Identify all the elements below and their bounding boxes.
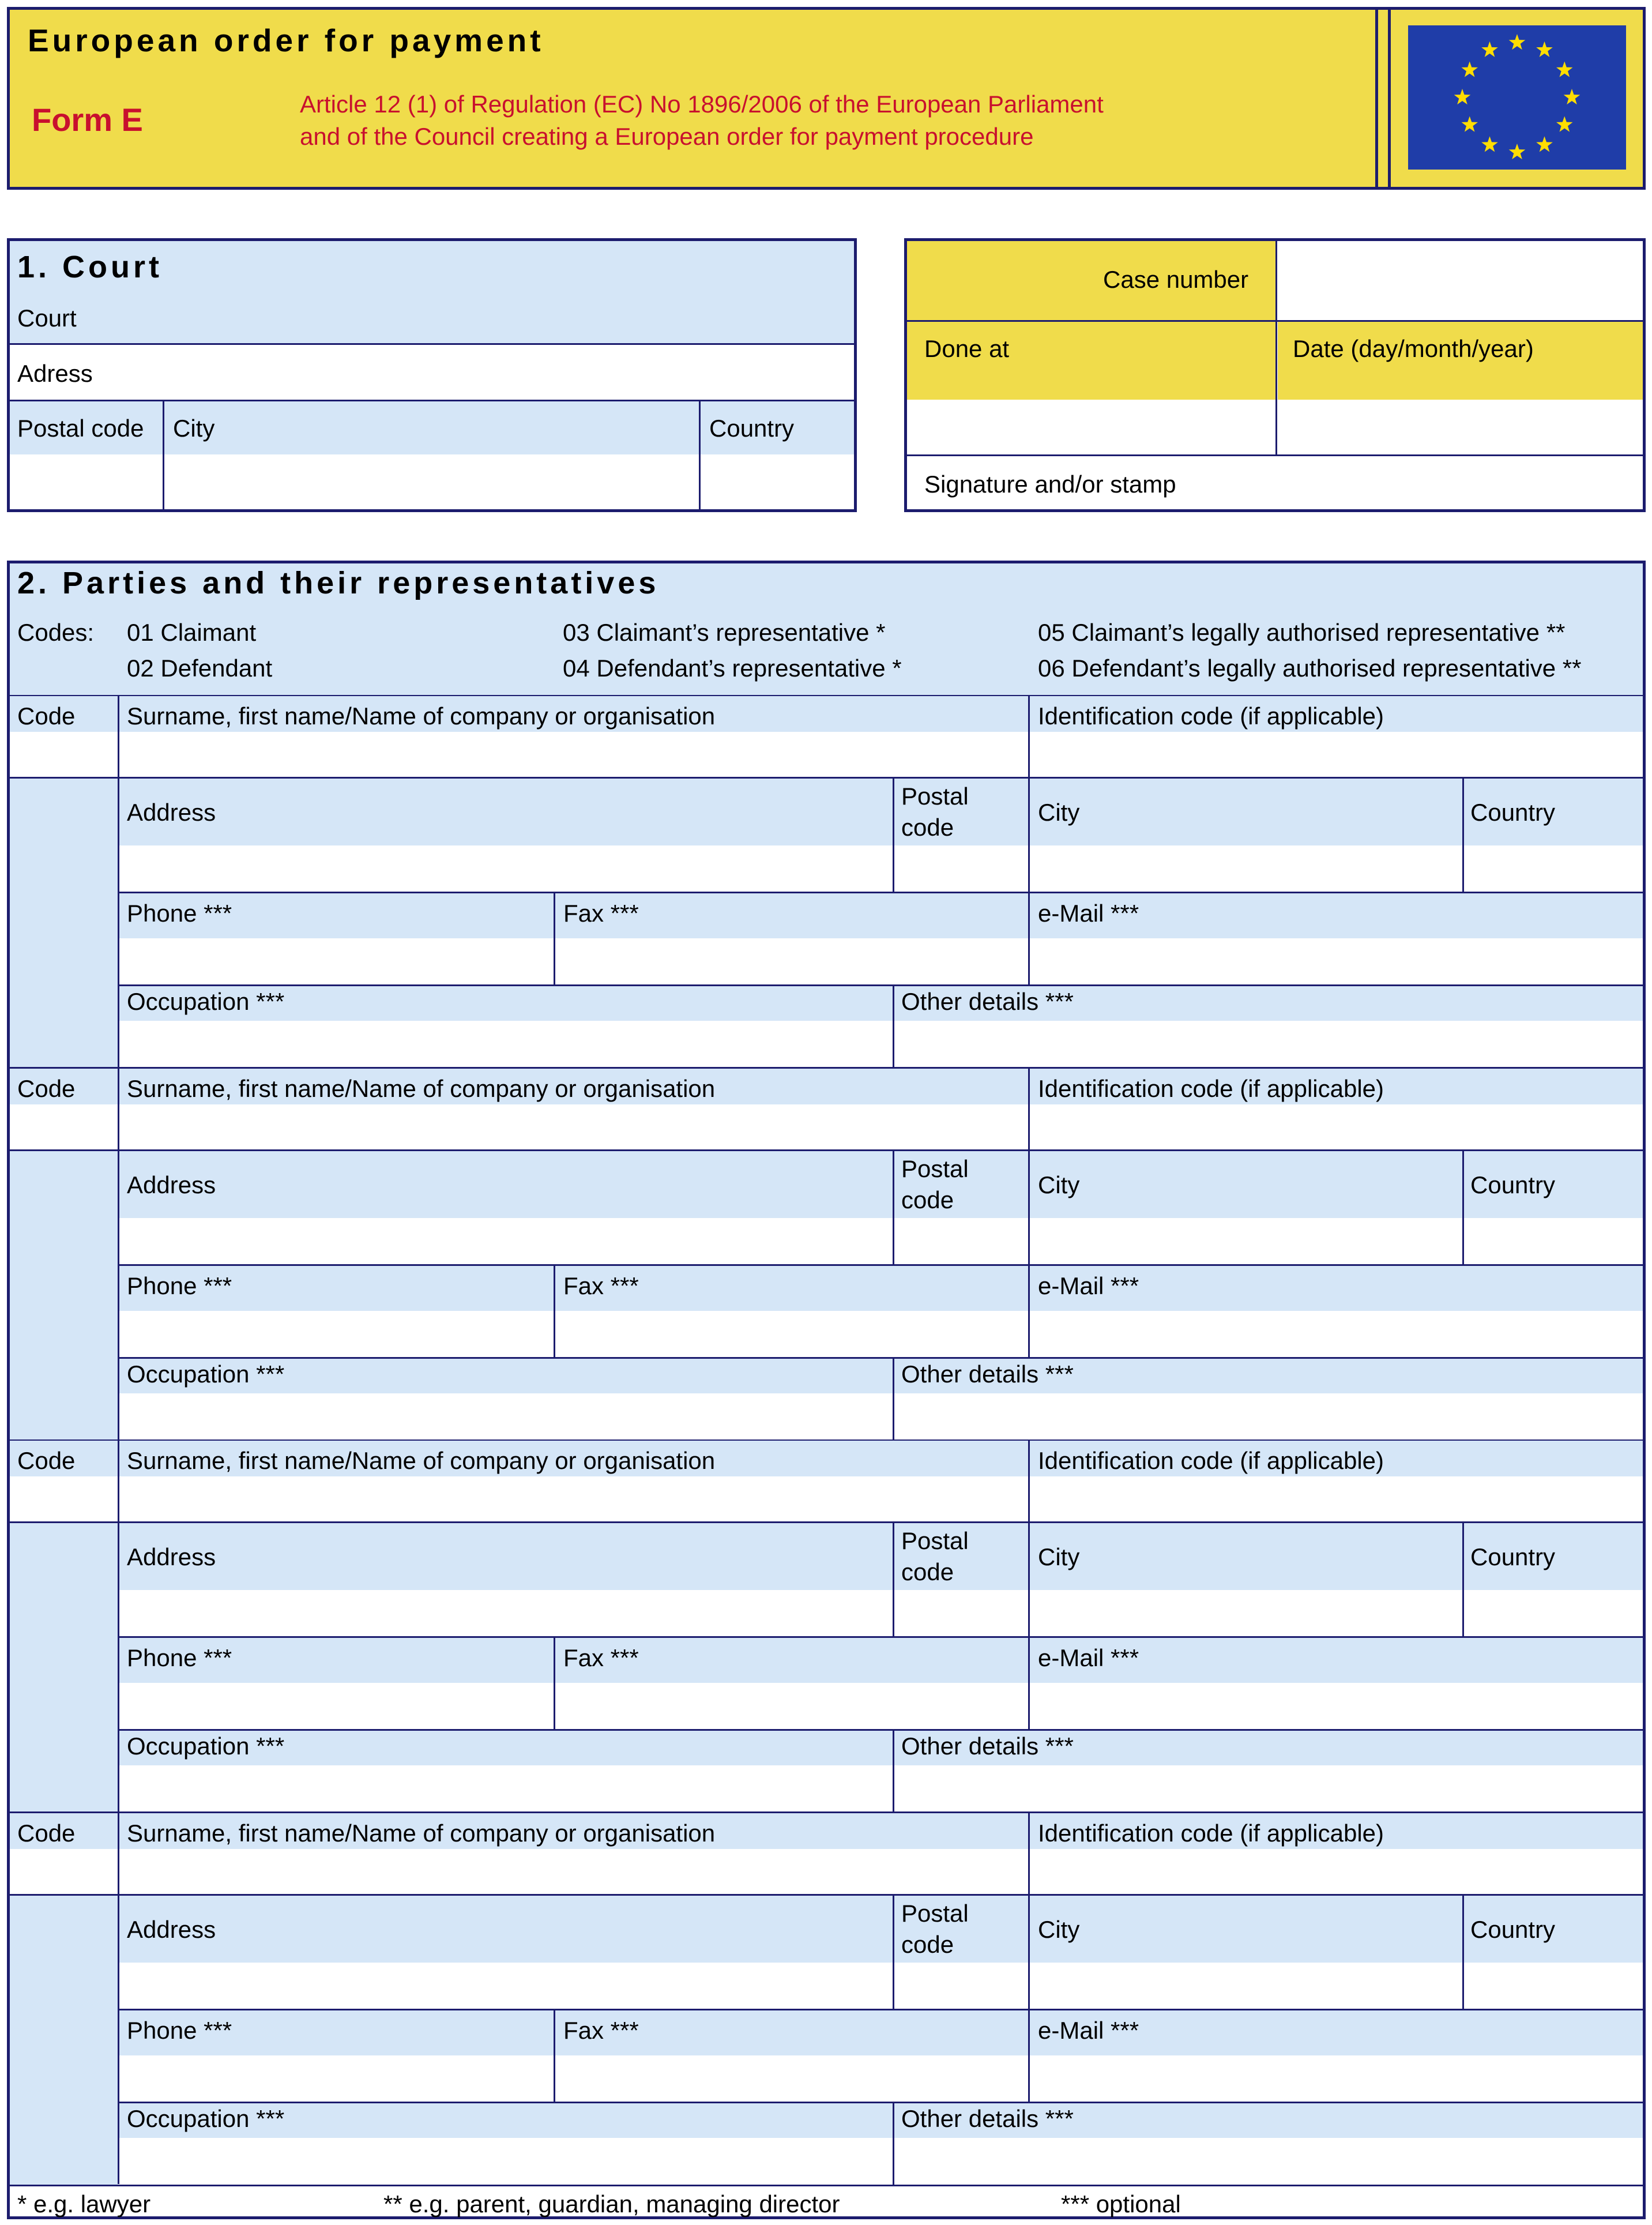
signature-label: Signature and/or stamp bbox=[924, 471, 1176, 498]
label-band bbox=[10, 1523, 118, 1813]
col-divider bbox=[118, 1896, 119, 2184]
party-2-address-label: Address bbox=[127, 1171, 216, 1198]
party-2-code-label: Code bbox=[17, 1074, 76, 1102]
date-input[interactable] bbox=[1278, 400, 1643, 454]
party-2-fax-label: Fax *** bbox=[563, 1272, 639, 1299]
codes-label: Codes: bbox=[17, 619, 95, 646]
party-4-city-label: City bbox=[1038, 1915, 1080, 1943]
party-4-code-label: Code bbox=[17, 1819, 76, 1847]
party-2-id-code-input[interactable] bbox=[1030, 1106, 1643, 1149]
party-1-email-label: e-Mail *** bbox=[1038, 900, 1139, 927]
code-defendant-representative: 04 Defendant’s representative * bbox=[563, 655, 902, 682]
col-divider bbox=[1275, 241, 1277, 456]
code-defendant: 02 Defendant bbox=[127, 655, 273, 682]
party-4-name-input[interactable] bbox=[119, 1850, 1028, 1894]
party-4-id-code-input[interactable] bbox=[1030, 1850, 1643, 1894]
court-postal-code-label: Postal code bbox=[17, 415, 144, 442]
done-at-input[interactable] bbox=[907, 400, 1275, 454]
party-1-address-input[interactable] bbox=[120, 847, 893, 892]
row-divider bbox=[10, 343, 854, 345]
party-1-postal-label: Postal bbox=[901, 783, 969, 810]
label-band bbox=[10, 1151, 118, 1441]
party-1-postal-code-input[interactable] bbox=[894, 847, 1028, 892]
party-4-fax-label: Fax *** bbox=[563, 2016, 639, 2044]
label-band bbox=[118, 1638, 1643, 1683]
court-address-label: Adress bbox=[17, 360, 93, 387]
party-2-other-details-label: Other details *** bbox=[901, 1360, 1074, 1388]
party-2-postal-label: Postal bbox=[901, 1155, 969, 1182]
party-1-code-label: Code bbox=[17, 702, 76, 730]
party-1-address-label: Address bbox=[127, 799, 216, 826]
party-1-occupation-input[interactable] bbox=[120, 1022, 893, 1067]
form-subtitle-line1: Article 12 (1) of Regulation (EC) No 1896/2006 of the European Parliament bbox=[300, 91, 1104, 118]
party-1-other-details-input[interactable] bbox=[894, 1022, 1643, 1067]
party-3-postal-label-2: code bbox=[901, 1558, 954, 1585]
party-4-phone-input[interactable] bbox=[120, 2057, 554, 2102]
label-band bbox=[118, 2010, 1643, 2055]
party-2-email-input[interactable] bbox=[1030, 1312, 1643, 1357]
party-4-city-input[interactable] bbox=[1030, 1964, 1462, 2009]
parties-section-title: 2. Parties and their representatives bbox=[17, 566, 660, 600]
col-divider bbox=[118, 1523, 119, 1811]
form-label: Form E bbox=[32, 102, 143, 138]
label-band bbox=[118, 1266, 1643, 1311]
party-1-code-input[interactable] bbox=[10, 733, 118, 777]
party-4-other-details-label: Other details *** bbox=[901, 2104, 1074, 2132]
header-divider bbox=[1375, 7, 1378, 190]
party-4-name-label: Surname, first name/Name of company or organisation bbox=[127, 1819, 716, 1847]
court-address-input[interactable] bbox=[115, 351, 848, 400]
party-1-city-input[interactable] bbox=[1030, 847, 1462, 892]
party-1-email-input[interactable] bbox=[1030, 939, 1643, 984]
label-band bbox=[118, 1151, 1643, 1218]
party-4-postal-label: Postal bbox=[901, 1899, 969, 1927]
party-3-id-code-label: Identification code (if applicable) bbox=[1038, 1447, 1384, 1474]
court-city-input[interactable] bbox=[164, 456, 699, 509]
party-4-other-details-input[interactable] bbox=[894, 2139, 1643, 2184]
party-1-postal-label-2: code bbox=[901, 814, 954, 841]
col-divider bbox=[118, 779, 119, 1067]
label-band bbox=[10, 1896, 118, 2185]
party-1-phone-input[interactable] bbox=[120, 939, 554, 984]
court-name-input[interactable] bbox=[144, 301, 848, 340]
party-2-code-input[interactable] bbox=[10, 1106, 118, 1149]
party-4-id-code-label: Identification code (if applicable) bbox=[1038, 1819, 1384, 1847]
label-band bbox=[118, 1359, 1643, 1393]
party-2-occupation-input[interactable] bbox=[120, 1395, 893, 1440]
party-2-fax-input[interactable] bbox=[555, 1312, 1028, 1357]
party-3-country-input[interactable] bbox=[1464, 1591, 1643, 1636]
label-band bbox=[118, 893, 1643, 938]
party-3-code-input[interactable] bbox=[10, 1478, 118, 1521]
eu-flag-icon bbox=[1408, 25, 1626, 170]
code-claimant-legal-representative: 05 Claimant’s legally authorised representative ** bbox=[1038, 619, 1566, 646]
party-2-other-details-input[interactable] bbox=[894, 1395, 1643, 1440]
party-3-city-label: City bbox=[1038, 1543, 1080, 1570]
label-band bbox=[118, 779, 1643, 845]
party-3-country-label: Country bbox=[1470, 1543, 1556, 1570]
party-3-occupation-label: Occupation *** bbox=[127, 1732, 285, 1760]
label-band bbox=[118, 1896, 1643, 1963]
party-3-phone-label: Phone *** bbox=[127, 1644, 232, 1671]
party-3-postal-code-input[interactable] bbox=[894, 1591, 1028, 1636]
party-4-email-label: e-Mail *** bbox=[1038, 2016, 1139, 2044]
party-2-phone-input[interactable] bbox=[120, 1312, 554, 1357]
party-3-code-label: Code bbox=[17, 1447, 76, 1474]
date-label: Date (day/month/year) bbox=[1293, 335, 1534, 362]
court-city-label: City bbox=[173, 415, 215, 442]
label-band bbox=[10, 779, 118, 1068]
party-2-name-input[interactable] bbox=[119, 1106, 1028, 1149]
party-1-name-input[interactable] bbox=[119, 733, 1028, 777]
party-2-country-input[interactable] bbox=[1464, 1219, 1643, 1264]
party-3-address-input[interactable] bbox=[120, 1591, 893, 1636]
party-3-id-code-input[interactable] bbox=[1030, 1478, 1643, 1521]
party-2-id-code-label: Identification code (if applicable) bbox=[1038, 1074, 1384, 1102]
label-band bbox=[118, 1523, 1643, 1590]
party-3-fax-label: Fax *** bbox=[563, 1644, 639, 1671]
party-4-occupation-label: Occupation *** bbox=[127, 2104, 285, 2132]
footnote-lawyer: * e.g. lawyer bbox=[17, 2190, 151, 2218]
done-at-label: Done at bbox=[924, 335, 1010, 362]
party-1-occupation-label: Occupation *** bbox=[127, 988, 285, 1015]
party-4-address-label: Address bbox=[127, 1915, 216, 1943]
party-2-address-input[interactable] bbox=[120, 1219, 893, 1264]
party-3-name-input[interactable] bbox=[119, 1478, 1028, 1521]
footnote-legal-representative: ** e.g. parent, guardian, managing director bbox=[383, 2190, 840, 2218]
party-2-occupation-label: Occupation *** bbox=[127, 1360, 285, 1388]
party-2-phone-label: Phone *** bbox=[127, 1272, 232, 1299]
party-1-fax-label: Fax *** bbox=[563, 900, 639, 927]
code-claimant: 01 Claimant bbox=[127, 619, 257, 646]
party-1-city-label: City bbox=[1038, 799, 1080, 826]
party-4-postal-code-input[interactable] bbox=[894, 1964, 1028, 2009]
court-postal-code-input[interactable] bbox=[10, 456, 163, 509]
footnote-optional: *** optional bbox=[1061, 2190, 1181, 2218]
party-4-country-input[interactable] bbox=[1464, 1964, 1643, 2009]
court-country-input[interactable] bbox=[701, 456, 854, 509]
label-band bbox=[118, 986, 1643, 1021]
party-1-name-label: Surname, first name/Name of company or organisation bbox=[127, 702, 716, 730]
party-3-postal-label: Postal bbox=[901, 1527, 969, 1554]
party-1-other-details-label: Other details *** bbox=[901, 988, 1074, 1015]
party-3-email-input[interactable] bbox=[1030, 1684, 1643, 1729]
party-3-phone-input[interactable] bbox=[120, 1684, 554, 1729]
header-divider bbox=[1388, 7, 1391, 190]
label-band bbox=[118, 1731, 1643, 1765]
form-subtitle-line2: and of the Council creating a European order for payment procedure bbox=[300, 123, 1034, 150]
party-1-phone-label: Phone *** bbox=[127, 900, 232, 927]
case-number-label: Case number bbox=[1103, 266, 1249, 293]
party-2-postal-label-2: code bbox=[901, 1186, 954, 1213]
party-4-postal-label-2: code bbox=[901, 1930, 954, 1958]
party-1-id-code-label: Identification code (if applicable) bbox=[1038, 702, 1384, 730]
row-divider bbox=[10, 2185, 1643, 2186]
form-title: European order for payment bbox=[28, 22, 544, 58]
party-2-country-label: Country bbox=[1470, 1171, 1556, 1198]
code-claimant-representative: 03 Claimant’s representative * bbox=[563, 619, 886, 646]
row-divider bbox=[907, 320, 1643, 322]
party-2-name-label: Surname, first name/Name of company or organisation bbox=[127, 1074, 716, 1102]
party-3-occupation-input[interactable] bbox=[120, 1767, 893, 1811]
party-1-country-input[interactable] bbox=[1464, 847, 1643, 892]
case-number-input[interactable] bbox=[1278, 241, 1643, 320]
party-1-fax-input[interactable] bbox=[555, 939, 1028, 984]
code-defendant-legal-representative: 06 Defendant’s legally authorised representative ** bbox=[1038, 655, 1582, 682]
party-2-city-input[interactable] bbox=[1030, 1219, 1462, 1264]
party-4-email-input[interactable] bbox=[1030, 2057, 1643, 2102]
party-4-address-input[interactable] bbox=[120, 1964, 893, 2009]
party-3-city-input[interactable] bbox=[1030, 1591, 1462, 1636]
party-4-code-input[interactable] bbox=[10, 1850, 118, 1894]
col-divider bbox=[118, 1151, 119, 1440]
party-3-other-details-input[interactable] bbox=[894, 1767, 1643, 1811]
party-2-postal-code-input[interactable] bbox=[894, 1219, 1028, 1264]
party-4-occupation-input[interactable] bbox=[120, 2139, 893, 2184]
party-3-name-label: Surname, first name/Name of company or organisation bbox=[127, 1447, 716, 1474]
party-1-id-code-input[interactable] bbox=[1030, 733, 1643, 777]
party-2-email-label: e-Mail *** bbox=[1038, 1272, 1139, 1299]
party-4-phone-label: Phone *** bbox=[127, 2016, 232, 2044]
court-section-title: 1. Court bbox=[17, 250, 163, 284]
court-country-label: Country bbox=[709, 415, 795, 442]
party-3-other-details-label: Other details *** bbox=[901, 1732, 1074, 1760]
row-divider bbox=[907, 454, 1643, 456]
party-2-city-label: City bbox=[1038, 1171, 1080, 1198]
party-3-address-label: Address bbox=[127, 1543, 216, 1570]
court-label: Court bbox=[17, 305, 77, 332]
party-4-country-label: Country bbox=[1470, 1915, 1556, 1943]
party-3-email-label: e-Mail *** bbox=[1038, 1644, 1139, 1671]
party-3-fax-input[interactable] bbox=[555, 1684, 1028, 1729]
party-1-country-label: Country bbox=[1470, 799, 1556, 826]
party-4-fax-input[interactable] bbox=[555, 2057, 1028, 2102]
label-band bbox=[118, 2103, 1643, 2138]
